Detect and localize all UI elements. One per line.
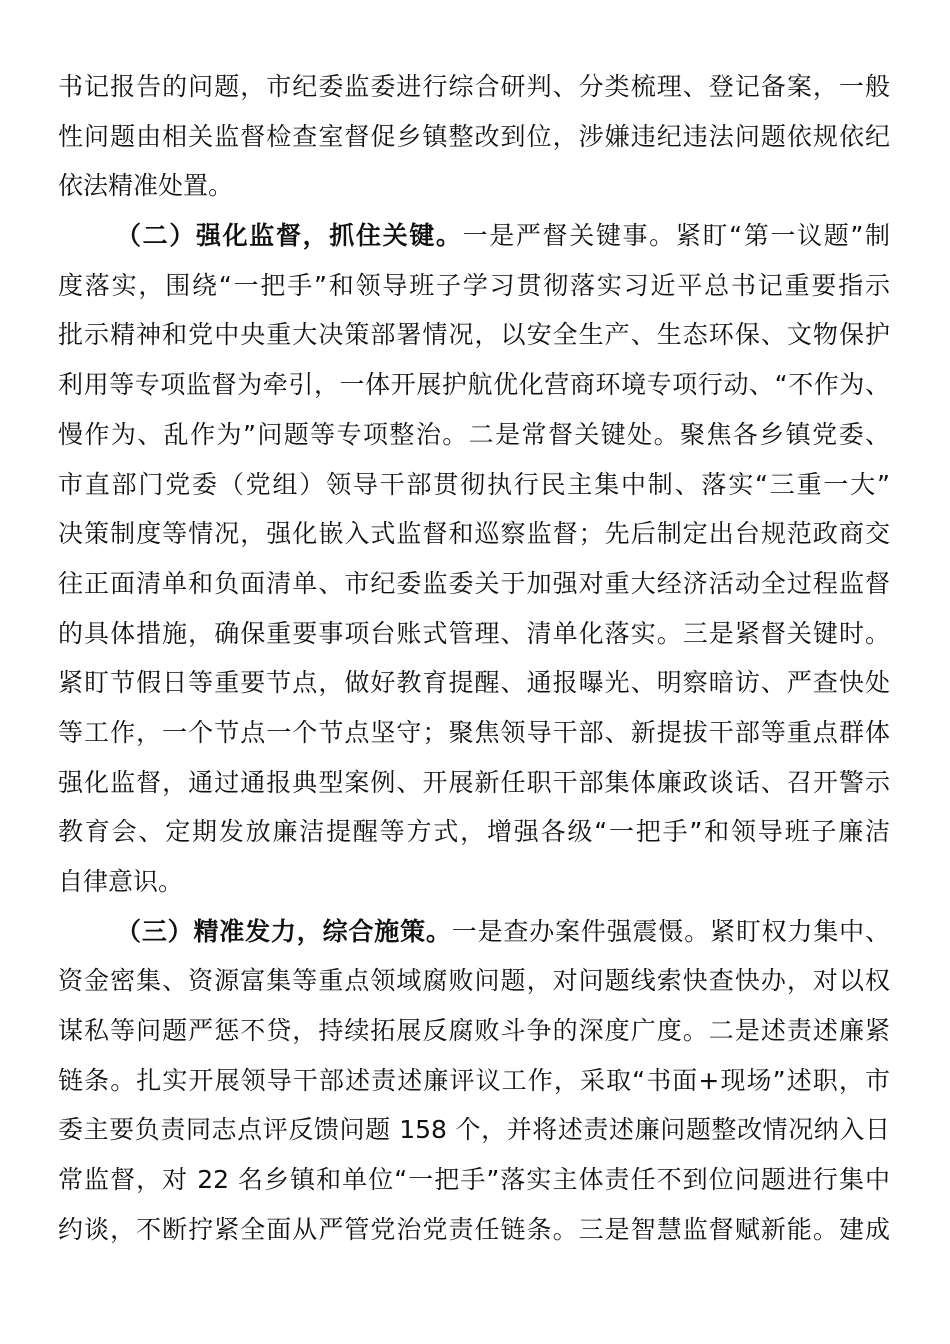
text-line: 慢作为、乱作为”问题等专项整治。二是常督关键处。聚焦各乡镇党委、 <box>58 419 890 449</box>
text-line: 等工作，一个节点一个节点坚守；聚焦领导干部、新提拔干部等重点群体 <box>58 717 890 747</box>
paragraph-3 <box>58 907 890 1255</box>
text-line: 资金密集、资源富集等重点领域腐败问题，对问题线索快查快办，对以权 <box>58 966 890 996</box>
paragraph-1 <box>58 62 890 211</box>
section-heading: （二）强化监督，抓住关键。 <box>116 221 463 251</box>
text-line: 性问题由相关监督检查室督促乡镇整改到位，涉嫌违纪违法问题依规依纪 <box>58 121 890 151</box>
text-line: 紧盯节假日等重要节点，做好教育提醒、通报曝光、明察暗访、严查快处 <box>58 668 890 698</box>
paragraph-first-line <box>58 211 890 261</box>
paragraph-2 <box>58 211 890 907</box>
section-heading: （三）精准发力，综合施策。 <box>116 916 452 946</box>
document-body <box>58 62 890 1255</box>
text-line: 约谈，不断拧紧全面从严管党治党责任链条。三是智慧监督赋新能。建成 <box>58 1214 890 1244</box>
text-line: 的具体措施，确保重要事项台账式管理、清单化落实。三是紧督关键时。 <box>58 618 890 648</box>
text-line: 度落实，围绕“一把手”和领导班子学习贯彻落实习近平总书记重要指示 <box>58 270 890 300</box>
text-line: 教育会、定期发放廉洁提醒等方式，增强各级“一把手”和领导班子廉洁 <box>58 817 890 847</box>
text-line: 书记报告的问题，市纪委监委进行综合研判、分类梳理、登记备案，一般 <box>58 72 890 101</box>
text-line: 链条。扎实开展领导干部述责述廉评议工作，采取“书面+现场”述职，市 <box>58 1065 890 1095</box>
text-line: 依法精准处置。 <box>58 171 234 201</box>
text-line: 强化监督，通过通报典型案例、开展新任职干部集体廉政谈话、召开警示 <box>58 767 890 797</box>
text-line: 往正面清单和负面清单、市纪委监委关于加强对重大经济活动全过程监督 <box>58 568 890 598</box>
text-run: 一是严督关键事。紧盯“第一议题”制 <box>462 221 890 251</box>
text-line: 自律意识。 <box>58 867 184 896</box>
text-run: 一是查办案件强震慑。紧盯权力集中、 <box>451 916 890 946</box>
text-line: 委主要负责同志点评反馈问题 158 个，并将述责述廉问题整改情况纳入日 <box>58 1115 890 1145</box>
paragraph-first-line <box>58 907 890 957</box>
text-line: 常监督，对 22 名乡镇和单位“一把手”落实主体责任不到位问题进行集中 <box>58 1165 890 1195</box>
text-line: 批示精神和党中央重大决策部署情况，以安全生产、生态环保、文物保护 <box>58 320 890 350</box>
text-line: 利用等专项监督为牵引，一体开展护航优化营商环境专项行动、“不作为、 <box>58 370 890 400</box>
text-line: 谋私等问题严惩不贷，持续拓展反腐败斗争的深度广度。二是述责述廉紧 <box>58 1016 890 1046</box>
text-line: 决策制度等情况，强化嵌入式监督和巡察监督；先后制定出台规范政商交 <box>58 519 890 549</box>
text-line: 市直部门党委（党组）领导干部贯彻执行民主集中制、落实“三重一大” <box>58 469 890 499</box>
